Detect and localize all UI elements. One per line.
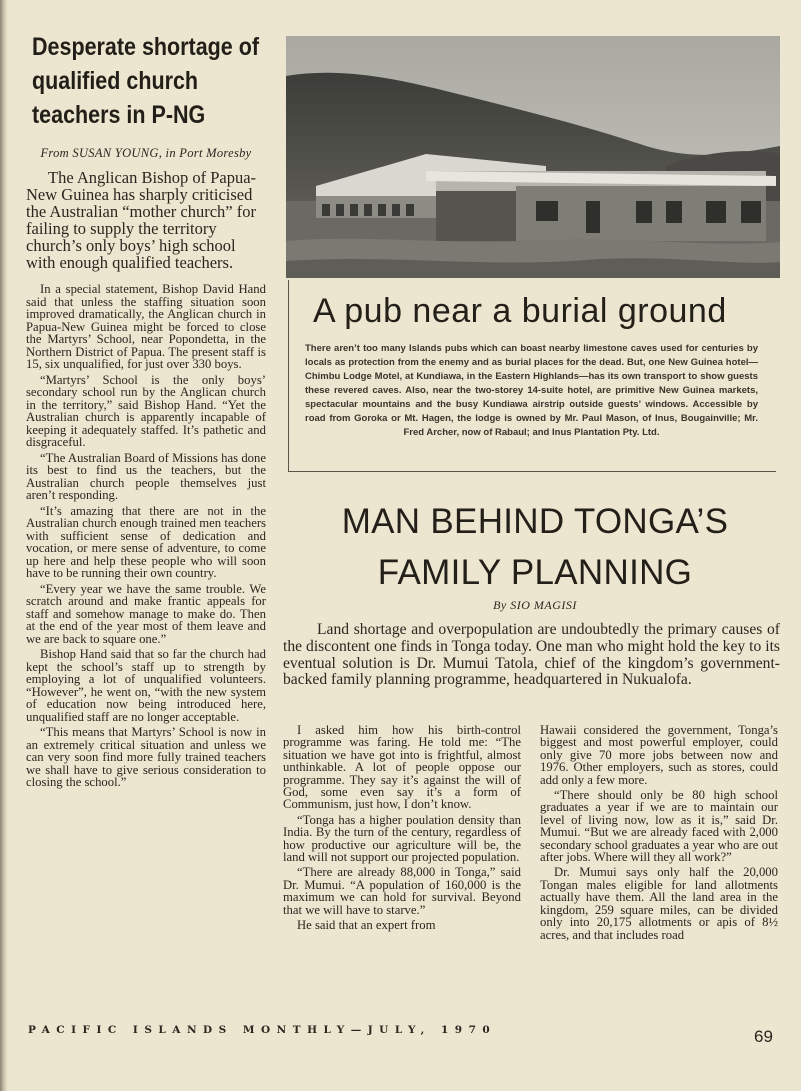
page-spine-shadow bbox=[0, 0, 8, 1091]
pub-caption: There aren’t too many Islands pubs which can boast nearby limestone caves used for centuries by locals as protection from the enemy and as burial places for the dead. But, one New Guinea hotel—Chimbu Lodge Motel, at Kundiawa, in the Eastern Highlands—has its own transport to show guests these revered caves. Also, near the two-storey 14-suite hotel, are primitive New Guinea markets, spectacular mountains and the busy Kundiawa airstrip outside guests’ windows. Accessible by road from Goroka or Mt. Hagen, the lodge is owned by Mr. Paul Mason, of Inus, Bougainville; Mr. Fred Archer, now of Rabaul; and Inus Plantation Pty. Ltd. bbox=[305, 343, 758, 438]
pub-headline: A pub near a burial ground bbox=[313, 292, 727, 330]
article-paragraph: Dr. Mumui says only half the 20,000 Tongan males eligible for land allotments actually have them. All the land area in the kingdom, 259 square miles, can be divided only into 20,175 allotments or apis of 8½ acres, and that includes road bbox=[540, 865, 778, 942]
article-paragraph: “This means that Martyrs’ School is now in an extremely critical situation and unless we can very soon find more fully trained teachers we shall have to give serious consideration to closing the school.” bbox=[26, 725, 266, 789]
article-paragraph: Hawaii considered the government, Tonga’s biggest and most powerful employer, could only give 70 more jobs between now and 1976. Other employers, such as stores, could add only a few more. bbox=[540, 723, 778, 787]
tonga-headline-line2: FAMILY PLANNING bbox=[377, 553, 693, 592]
article-lead: The Anglican Bishop of Papua-New Guinea has sharply criticised the Australian “mother church” for failing to supply the territory church’s only boys’ high school with enough qualified teachers. bbox=[26, 168, 257, 272]
article-paragraph: “Every year we have the same trouble. We scratch around and make frantic appeals for staff and somehow manage to make do. Then at the end of the year most of them leave and we are back to square one.” bbox=[26, 581, 266, 646]
tonga-intro: Land shortage and overpopulation are undoubtedly the primary causes of the discontent one finds in Tonga today. One man who might hold the key to its eventual solution is Dr. Mumui Tatola, chief of the kingdom’s government-backed family planning programme, headquartered in Nukualofa. bbox=[283, 621, 780, 689]
page-number: 69 bbox=[754, 1027, 773, 1046]
magazine-footer: PACIFIC ISLANDS MONTHLY—JULY, 1970 bbox=[28, 1024, 497, 1036]
tonga-byline: By SIO MAGISI bbox=[493, 598, 577, 612]
article-paragraph: “Martyrs’ School is the only boys’ secondary school run by the Anglican church in the territory,” said Bishop Hand. “Yet the Australian church is apparently incapable of keeping it adequately staffed. It’s pathetic and disgraceful. bbox=[26, 372, 266, 449]
article-paragraph: “The Australian Board of Missions has done its best to find us the teachers, but the Australian church people themselves just aren’t responding. bbox=[26, 450, 266, 502]
article-paragraph: He said that an expert from bbox=[297, 918, 436, 933]
tonga-column-left bbox=[283, 724, 521, 935]
article-paragraph: “There should only be 80 high school graduates a year if we are to maintain our level of living now, low as it is,” said Dr. Mumui. “But we are already faced with 2,000 secondary school graduates a year who are out after jobs. Where will they all work?” bbox=[540, 788, 778, 865]
church-teachers-article bbox=[26, 30, 266, 792]
lodge-photo bbox=[286, 36, 780, 278]
tonga-column-right bbox=[540, 724, 778, 944]
article-paragraph: Bishop Hand said that so far the church had kept the school’s staff up to strength by employing a lot of unqualified volunteers. “However”, he went on, “with the new system of education now being introduced here, unqualified staff are no longer acceptable. bbox=[26, 647, 266, 724]
article-paragraph: “Tonga has a higher poulation density than India. By the turn of the century, regardless of how productive our agriculture will be, the land will not support our projected population. bbox=[283, 812, 521, 865]
article-paragraph: “It’s amazing that there are not in the Australian church enough trained men teachers with sufficient sense of dedication and vocation, or mere sense of adventure, to come up here and help these people who will soon have to be running their own country. bbox=[26, 503, 266, 580]
pub-caption-box bbox=[288, 280, 776, 472]
tonga-headline bbox=[290, 496, 780, 598]
article-headline: Desperate shortage of qualified church teachers in P-NG bbox=[32, 33, 260, 129]
article-paragraph: I asked him how his birth-control programme was faring. He told me: “The situation we have got into is frightful, almost unthinkable. A lot of people oppose our programme. They say it’s against the will of God, some even say it’s a form of Communism, just how, I don’t know. bbox=[283, 723, 521, 812]
article-body bbox=[26, 283, 266, 789]
article-byline: From SUSAN YOUNG, in Port Moresby bbox=[40, 146, 252, 160]
tonga-headline-line1: MAN BEHIND TONGA’S bbox=[341, 502, 729, 541]
article-paragraph: “There are already 88,000 in Tonga,” said Dr. Mumui. “A population of 160,000 is the maximum we can hold for survival. Beyond that we will have to starve.” bbox=[283, 865, 521, 917]
article-paragraph: In a special statement, Bishop David Hand said that unless the staffing situation soon improved dramatically, the Anglican church in Papua-New Guinea might be forced to close the Martyrs’ School, near Popondetta, in the Northern District of Papua. The present staff is 15, six unqualified, for just over 330 boys. bbox=[26, 282, 266, 371]
